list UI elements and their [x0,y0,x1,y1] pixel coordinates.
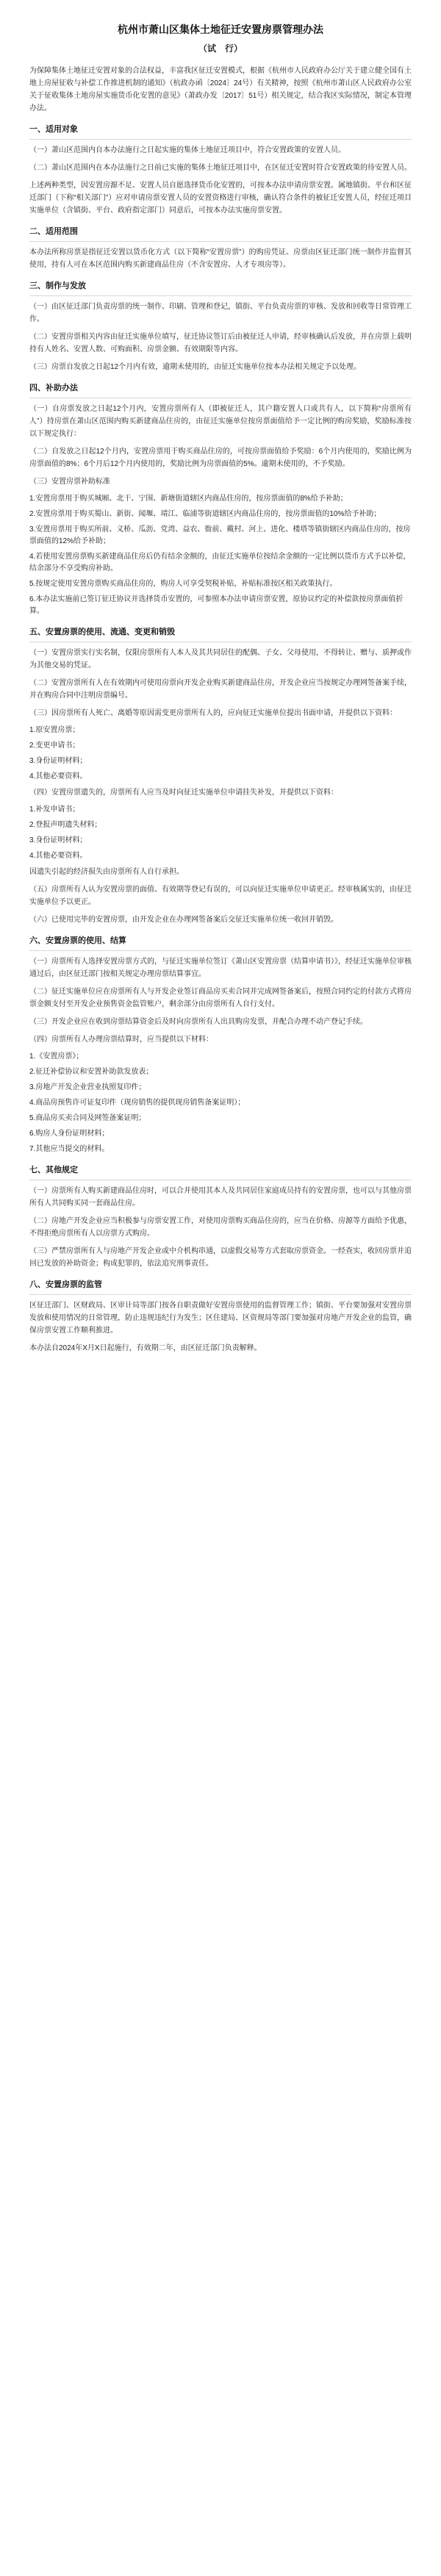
list-item: 3.安置房票用于购买所前、义桥、瓜沥、党湾、益农、衙前、戴村、河上、进化、楼塔等镇街辖区内商品住房的，按房票面值的12%给予补助； [29,525,411,545]
section-heading-text: 一、适用对象 [29,125,78,134]
paragraph: （二）征迁实施单位应在房票所有人与开发企业签订商品房买卖合同并完成网签备案后，按照合同约定的付款方式将房票金额支付至开发企业预售资金监管账户，剩余部分由房票所有人自行支付。 [29,988,412,1008]
section-heading-text: 四、补助办法 [29,384,78,392]
list-item: 3.身份证明材料； [29,757,87,765]
section-heading-text: 二、适用范围 [29,227,78,236]
paragraph: （五）房票所有人认为安置房票的面值、有效期等登记有误的，可以向征迁实施单位申请更正。经审核属实的，由征迁实施单位予以更正。 [29,886,412,906]
paragraph: （四）房票所有人办理房票结算时，应当提供以下材料： [29,1036,213,1044]
paragraph: 因遗失引起的经济损失由房票所有人自行承担。 [29,868,184,876]
paragraph: （二）自发放之日起12个月内，安置房票用于购买商品住房的，可按房票面值给予奖励：6个月内使用的，奖励比例为房票面值的8%；6个月后12个月内使用的，奖励比例为房票面值的5%。逾期未使用的，不予奖励。 [29,448,412,468]
list-item: 6.本办法实施前已签订征迁协议并选择货币安置的，可参照本办法申请房票安置，原协议约定的补偿款按房票面值折算。 [29,595,404,615]
section-heading [29,226,412,242]
section-heading-text: 六、安置房票的使用、结算 [29,936,126,945]
document-title: 杭州市萧山区集体土地征迁安置房票管理办法 [118,24,323,35]
section-heading-text: 三、制作与发放 [29,281,86,290]
section-divider [29,295,412,296]
section-heading [29,280,412,296]
section-heading-text: 八、安置房票的监管 [29,1280,102,1289]
paragraph: （三）因房票所有人死亡、离婚等原因需变更房票所有人的，应向征迁实施单位提出书面申请，并提供以下资料： [29,709,397,717]
list-item: 1.安置房票用于购买城厢、北干、宁围、新塘街道辖区内商品住房的，按房票面值的8%给予补助； [29,495,348,503]
list-item: 4.其他必要资料。 [29,852,87,860]
section-divider [29,139,412,140]
list-item: 5.商品房买卖合同及网签备案证明； [29,1114,146,1122]
section-divider [29,1294,412,1295]
list-item: 1.补发申请书； [29,806,80,814]
paragraph: 为保障集体土地征迁安置对象的合法权益，丰富我区征迁安置模式，根据《杭州市人民政府办公厅关于建立健全国有土地上房屋征收与补偿工作推进机制的通知》（杭政办函〔2024〕24号）有关精神，按照《杭州市萧山区人民政府办公室关于征收集体土地房屋实施货币化安置的意见》（萧政办发〔2017〕51号）相关规定，结合我区实际情况，制定本管理办法。 [29,67,412,112]
list-item: 2.变更申请书； [29,742,80,750]
paragraph: （一）自房票发放之日起12个月内，安置房票所有人（即被征迁人，其户籍安置人口或共有人，以下简称“房票所有人”）持房票在萧山区范围内购买新建商品住房的，由征迁实施单位按房票面值给予一定比例的购房奖励，奖励标准按以下规定执行： [29,405,412,438]
list-item: 6.购房人身份证明材料； [29,1130,110,1138]
list-item: 2.征迁补偿协议和安置补助款发放表； [29,1068,154,1076]
document-subtitle: （试 行） [198,43,243,54]
paragraph: （二）房地产开发企业应当积极参与房票安置工作，对使用房票购买商品住房的，应当在价格、房源等方面给予优惠，不得拒绝房票所有人以房票方式购房。 [29,1217,412,1238]
document [29,21,412,1360]
paragraph: （一）安置房票实行实名制，仅限房票所有人本人及其共同居住的配偶、子女、父母使用，不得转让、赠与、质押或作为其他交易的凭证。 [29,649,412,670]
paragraph: （二）安置房票相关内容由征迁实施单位填写，征迁协议签订后由被征迁人申请，经审核确认后发放，并在房票上载明持有人姓名、安置人数、可购面积、房票金额、有效期限等内容。 [29,333,412,354]
list-item: 3.房地产开发企业营业执照复印件； [29,1083,146,1091]
paragraph: （一）房票所有人购买新建商品住房时，可以合并使用其本人及共同居住家庭成员持有的安置房票，也可以与其他房票所有人共同购买同一套商品住房。 [29,1187,412,1208]
paragraph: 本办法所称房票是指征迁安置以货币化方式（以下简称“安置房票”）的购房凭证。房票由区征迁部门统一制作并监督其使用，持有人可在本区范围内购买新建商品住房（不含安置房、人才专项房等）。 [29,248,412,269]
paragraph: （三）房票自发放之日起12个月内有效，逾期未使用的，由征迁实施单位按本办法相关规定予以处理。 [29,363,362,371]
document-body [29,65,412,1355]
paragraph: （二）安置房票所有人在有效期内可使用房票向开发企业购买新建商品住房，开发企业应当按规定办理网签备案手续，并在购房合同中注明房票编号。 [29,679,412,700]
paragraph: 区征迁部门、区财政局、区审计局等部门按各自职责做好安置房票使用的监督管理工作；镇街、平台要加强对安置房票发放和使用情况的日常管理，防止违规违纪行为发生；区住建局、区资规局等部门要加强对房地产开发企业的监管，确保房票安置工作顺利推进。 [29,1302,412,1335]
list-item: 2.安置房票用于购买蜀山、新街、闻堰、靖江、临浦等街道辖区内商品住房的，按房票面值的10%给予补助； [29,510,381,518]
list-item: 4.商品房预售许可证复印件（现房销售的提供现房销售备案证明）； [29,1099,245,1107]
paragraph: （三）开发企业应在收到房票结算资金后及时向房票所有人出具购房发票，并配合办理不动产登记手续。 [29,1018,368,1026]
section-divider [29,950,412,951]
section-heading [29,1279,412,1295]
list-item: 4.其他必要资料。 [29,772,87,781]
paragraph: 本办法自2024年X月X日起施行，有效期二年，由区征迁部门负责解释。 [29,1344,262,1352]
section-heading-text: 七、其他规定 [29,1166,78,1174]
section-heading [29,1164,412,1180]
list-item: 3.身份证明材料； [29,836,87,844]
paragraph: （二）萧山区范围内在本办法施行之日前已实施的集体土地征迁项目中，在区征迁安置时符合安置政策的待安置人员。 [29,164,412,172]
list-item: 4.若使用安置房票购买新建商品住房后仍有结余金额的，由征迁实施单位按结余金额的一定比例以货币方式予以补偿，结余部分不享受购房补助。 [29,553,411,573]
paragraph: （一）房票所有人选择安置房票方式的，与征迁实施单位签订《萧山区安置房票（结算申请书）》，经征迁实施单位审核通过后，由区征迁部门按相关规定办理房票结算事宜。 [29,958,412,978]
section-heading [29,123,412,140]
section-heading [29,626,412,642]
paragraph: （四）安置房票遗失的，房票所有人应当及时向征迁实施单位申请挂失补发，并提供以下资料： [29,789,338,797]
list-item: 2.登报声明遗失材料； [29,821,102,829]
list-item: 7.其他应当提交的材料。 [29,1145,110,1153]
paragraph: 上述两种类型，因安置房源不足、安置人员自愿选择货币化安置的，可按本办法申请房票安置。属地镇街、平台和区征迁部门（下称“相关部门”）应对申请房票安置人员的安置资格进行审核，确认符合条件的被征迁安置人员，经征迁项目实施单位（含镇街、平台、政府指定部门）同意后，可按本办法实施房票安置。 [29,182,412,215]
paragraph: （一）萧山区范围内自本办法施行之日起实施的集体土地征迁项目中，符合安置政策的安置人员。 [29,146,345,154]
list-item: 1.《安置房票》； [29,1052,84,1061]
section-heading [29,935,412,951]
list-item: 5.按规定使用安置房票购买商品住房的，购房人可享受契税补贴，补贴标准按区相关政策执行。 [29,580,337,588]
section-divider [29,241,412,242]
paragraph: （一）由区征迁部门负责房票的统一制作、印刷、管理和登记，镇街、平台负责房票的审核、发放和回收等日常管理工作。 [29,303,412,323]
paragraph: （三）安置房票补助标准 [29,478,110,486]
paragraph: （三）严禁房票所有人与房地产开发企业或中介机构串通，以虚假交易等方式套取房票资金。一经查实，收回房票并追回已发放的补助资金；构成犯罪的，依法追究刑事责任。 [29,1247,412,1268]
list-item: 1.原安置房票； [29,726,80,734]
paragraph: （六）已使用完毕的安置房票，由开发企业在办理网签备案后交征迁实施单位统一收回并销毁。 [29,916,338,924]
section-heading [29,382,412,398]
section-heading-text: 五、安置房票的使用、流通、变更和销毁 [29,628,175,636]
